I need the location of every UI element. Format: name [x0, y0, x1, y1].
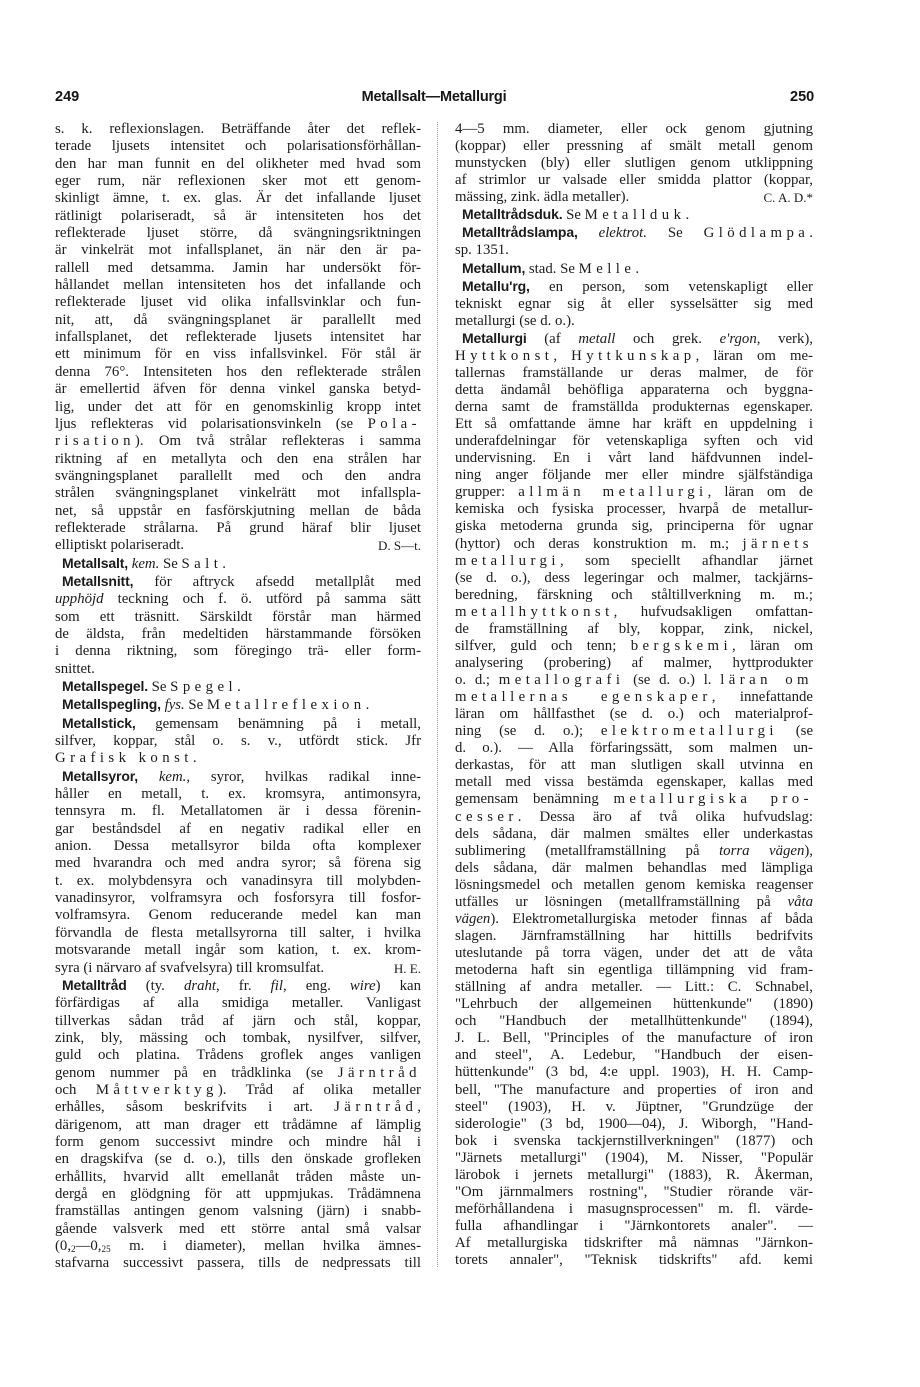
text-run: . [237, 679, 241, 695]
spaced-text: metallografi [498, 672, 625, 688]
text-run: . [222, 555, 226, 572]
text-line: motsvarande metall ingår som kation, t. ex. krom- [55, 942, 421, 959]
text-line: beredning, färskning och ståltillverkning m. m.; [455, 586, 813, 603]
spaced-text: Grafisk konst [55, 750, 193, 767]
text-line: svängningsplanet parallellt med och den andra [55, 467, 421, 484]
text-line [55, 750, 421, 767]
spaced-text: metallurgi [455, 552, 560, 569]
text-run: , [417, 1099, 421, 1116]
entry [455, 121, 813, 206]
text-line [455, 260, 813, 278]
text-line: ett minimum för en viss infallsvinkel. För stål är [55, 346, 421, 363]
italic-text: elektrot. [598, 225, 647, 242]
spaced-text: Glödlampa [703, 225, 810, 242]
text-run: ), [804, 842, 813, 859]
text-run: gemensam benämning på i metall, [135, 715, 421, 732]
text-run: . [809, 225, 813, 242]
headword: Metallspegling, [62, 696, 161, 713]
text-line: giska metoderna grunda sig, principerna för ugnar [455, 518, 813, 535]
text-line [55, 1238, 421, 1255]
text-line: reflekterade ljuset större, då svängningsriktningen [55, 225, 421, 242]
text-line: reflekterade ljuset vid olika infallsvinklar och fun- [55, 294, 421, 311]
text-line: stafvarna successivt passera, tills de nedpressats till [55, 1255, 421, 1272]
text-run: silfver, guld och tenn; [455, 637, 631, 654]
text-run: (af [526, 330, 579, 347]
subscript: 25 [101, 1244, 111, 1255]
text-line: bell, "The manufacture and properties of iron and [455, 1081, 813, 1098]
headword: Metallu'rg, [462, 277, 530, 294]
text-run: . Dessa äro af två olika hufvudslag: [517, 808, 813, 825]
text-line: bok i svenska tackjernstillverkningen" (1877) och [455, 1132, 813, 1149]
entry [455, 224, 813, 259]
text-run: , eng. [282, 977, 350, 994]
left-column [55, 121, 421, 1273]
text-line: underafdelningar för vetenskapliga syften och vid [455, 433, 813, 450]
text-line: hüttenkunde" (3 bd, 4:e uppl. 1903), H. H. Camp- [455, 1064, 813, 1081]
text-line: erhållits, hvarvid allt emellanåt tråden måste un- [55, 1168, 421, 1185]
text-line: anion. Dessa metallsyror bilda ofta komplexer [55, 838, 421, 855]
spaced-text: Metallreflexion [206, 697, 366, 714]
text-run: teckning och f. ö. utförd på samma sätt [103, 591, 421, 608]
text-run: , [553, 347, 572, 364]
headword: Metallum, [462, 259, 526, 276]
text-line: som ett träsnitt. Särskildt förstår man härmed [55, 608, 421, 625]
text-line: sp. 1351. [455, 242, 509, 259]
text-line: "Järnets metallurgi" (1904), M. Nisser, "Populär [455, 1149, 813, 1166]
text-run: ljus reflekteras vid polarisationsvinkeln (se [55, 415, 368, 432]
text-line: silfver, koppar, stål o. s. v., utfördt stick. Jfr [55, 733, 421, 750]
text-line: hållandet mellan intensiteten hos det infallande och [55, 277, 421, 294]
text-line [455, 604, 813, 621]
text-run: o. d.; [455, 672, 499, 688]
italic-text: metall [578, 330, 616, 347]
headword: Metallsyror, [62, 767, 139, 784]
text-line: skinligt ämne, t. ex. glas. Är det infallande ljuset [55, 190, 421, 207]
text-line: analysering (probering) af malmer, hyttprodukter [455, 654, 813, 671]
text-line: rallell med detsamma. Jamin har undersökt för- [55, 259, 421, 276]
spaced-text: Järntråd [337, 1064, 421, 1081]
italic-text: draht [183, 977, 217, 994]
text-line: en dragskifva (se d. o.), tills den önskade grofleken [55, 1151, 421, 1168]
text-line: ning anger följande mer eller mindre själfständiga [455, 467, 813, 484]
page-number-left: 249 [55, 89, 80, 105]
text-run: ). Om två strålar reflekteras i samma [134, 433, 421, 450]
text-run: Se [646, 225, 704, 242]
text-run: ). Tråd af olika metaller [217, 1081, 421, 1098]
text-line [55, 1082, 421, 1099]
text-line: steel" (1903), H. v. Jüptner, "Grundzüge der [455, 1098, 813, 1115]
text-line: J. L. Bell, "Principles of the manufacture of iron [455, 1030, 813, 1047]
text-line: munstycken (bly) eller slutligen genom utklippning [455, 155, 813, 172]
text-line [55, 696, 421, 714]
text-line [455, 484, 813, 501]
text-line: af strimlor ur valsade eller smidda plattor (koppar, [455, 172, 813, 189]
text-run: , innefattande [711, 689, 813, 706]
text-line: i denna riktning, som föregingo trä- eller form- [55, 643, 421, 660]
text-line: (se d. o.), dess legeringar och malmer, tackjärns- [455, 569, 813, 586]
headword: Metallstick, [62, 714, 136, 731]
italic-text: vägen [455, 910, 491, 927]
headword: Metallurgi [462, 329, 527, 346]
entry [55, 768, 421, 977]
text-line: t. ex. molybdensyra och vanadinsyra till molybden- [55, 872, 421, 889]
spaced-text: Hyttkonst [455, 347, 554, 364]
text-run: Se [147, 679, 171, 695]
entry [55, 555, 421, 573]
text-line: snittet. [55, 660, 95, 677]
text-line [455, 723, 813, 740]
text-line: nit, att, då svängningsplanet är parallellt med [55, 311, 421, 328]
spaced-text: risation [55, 433, 135, 450]
text-run: . [635, 260, 640, 277]
headword: Metallspegel. [62, 678, 148, 694]
text-run: gemensam benämning [455, 791, 614, 808]
text-run [138, 769, 159, 785]
text-run: , fr. [216, 977, 271, 994]
text-line: meförhållandena i masugnsprocessen" m. fl. värde- [455, 1200, 813, 1217]
text-line: ställning af andra metaller. — Litt.: C. Schnabel, [455, 979, 813, 996]
text-line: tillverkas sådan tråd af järn och stål, koppar, [55, 1012, 421, 1029]
text-line: kemiska och fysiska processer, hvarpå de metallur- [455, 501, 813, 518]
text-line: siderologie" (3 bd, 1900—04), J. Wiborgh, "Hand- [455, 1115, 813, 1132]
text-line [455, 224, 813, 242]
italic-text: wire [349, 977, 376, 994]
text-run: stad. Se [525, 260, 579, 277]
text-line: s. k. reflexionslagen. Beträffande åter det reflek- [55, 121, 421, 137]
text-line: guld och platina. Trådens groflek anges vanligen [55, 1047, 421, 1064]
text-line: dels sådana, där malmen smältes eller underkastas [455, 825, 813, 842]
text-line: derkastas, för att man slutligen skall utvinna en [455, 757, 813, 774]
headword: Metalltrådslampa, [462, 224, 578, 241]
text-line [55, 715, 421, 733]
author-signature: H. E. [393, 960, 421, 976]
italic-text: kem. [131, 555, 160, 572]
text-line: och "Handbuch der metallhüttenkunde" (1894), [455, 1013, 813, 1030]
text-run: och [55, 1081, 96, 1098]
text-run: ning (se d. o.); [455, 723, 601, 740]
subscript: 2 [71, 1244, 76, 1255]
text-line [55, 433, 421, 450]
text-line [455, 278, 813, 296]
text-run: (se [777, 723, 814, 740]
text-line: metoderna haft sin egentliga tillämpning vid fram- [455, 962, 813, 979]
author-signature: D. S—t. [378, 538, 421, 554]
spaced-text: Hyttkunskap [571, 347, 696, 364]
text-line: gar beståndsdel af en negativ radikal eller en [55, 820, 421, 837]
text-run: (0, [55, 1238, 72, 1254]
text-line: fulla afhandlingar i "Järnkontorets analer". — [455, 1218, 813, 1234]
spaced-text: elektrometallurgi [600, 723, 778, 740]
headword: Metallsalt, [62, 554, 129, 571]
text-line: metallurgi (se d. o.). [455, 312, 575, 329]
text-line [55, 537, 421, 554]
text-line [455, 553, 813, 570]
text-line: Af metallurgiska tidskrifter må nämnas "Järnkon- [455, 1235, 813, 1252]
text-run: och grek. [615, 330, 720, 347]
text-line: and steel", A. Ledebur, "Handbuch der eisen- [455, 1047, 813, 1064]
text-line: tallernas framställande ur deras malmer, de för [455, 364, 813, 381]
text-line: gående valsverk med ett större antal små valsar [55, 1220, 421, 1237]
text-run: mässing, zink. ädla metaller). [455, 189, 630, 206]
text-line: metall med vissa bestämda egenskaper, kallas med [455, 774, 813, 791]
text-line: Ett så omfattande ämne har kräft en uppdelning i [455, 416, 813, 433]
entry [455, 278, 813, 330]
text-run: Se [184, 697, 207, 714]
entry [55, 977, 421, 1273]
text-line [55, 591, 421, 608]
text-line: reflekterade strålarna. På grund häraf blir ljuset [55, 519, 421, 536]
entry [55, 696, 421, 714]
italic-text: fil [270, 977, 283, 994]
right-column [455, 121, 813, 1269]
text-line: är vinkelrät mot infallsplanet, än när den är pa- [55, 242, 421, 259]
text-line: de framställning af bly, koppar, zink, nickel, [455, 620, 813, 637]
text-line [55, 1099, 421, 1116]
text-run: ) kan [375, 977, 421, 994]
text-run: , hufvudsakligen omfattan- [613, 603, 813, 620]
italic-text: torra vägen [719, 842, 805, 859]
text-line [55, 977, 421, 995]
spaced-text: Järntråd [334, 1099, 418, 1116]
spaced-text: Melle [578, 260, 636, 277]
text-line: detta ändamål behöfliga apparaterna och byggna- [455, 381, 813, 398]
entry [55, 573, 421, 678]
text-run: sublimering (metallframställning på [455, 842, 720, 859]
spaced-text: Metallduk [584, 207, 686, 224]
spaced-text: Salt [181, 555, 223, 572]
text-run: (ty. [126, 977, 184, 994]
text-line [455, 689, 813, 706]
text-line: riktning af en metallyta och den ena strålen har [55, 450, 421, 467]
spaced-text: Pola- [367, 415, 421, 432]
text-line: tekniskt egnar sig åt eller sysselsätter sig med [455, 295, 813, 312]
text-line: torets annaler", "Teknisk tidskrifts" afd. kemi [455, 1252, 813, 1269]
text-line: volframsyra. Genom reducerande medel kan man [55, 907, 421, 924]
text-line [455, 911, 813, 928]
italic-text: kem. [158, 768, 187, 785]
spaced-text: Spegel [170, 679, 238, 695]
text-line [55, 960, 421, 977]
text-run: erhålles, såsom beskrifvits i art. [55, 1099, 335, 1116]
text-line [455, 348, 813, 365]
italic-text: upphöjd [55, 591, 104, 608]
text-line [55, 768, 421, 786]
entry [455, 206, 813, 224]
text-line: dergå en glödgning för att uppmjukas. Trådämnena [55, 1185, 421, 1202]
column-divider [437, 122, 438, 1267]
text-run: . [192, 750, 197, 767]
text-run: genom nummer på en trådklinka (se [55, 1064, 338, 1081]
text-line: är emellertid äfven för denna vinkel ganska betyd- [55, 381, 421, 398]
page-number-right: 250 [790, 89, 815, 105]
text-line [55, 1065, 421, 1082]
text-line: dels sådana, där malmen behandlas med lämpliga [455, 859, 813, 876]
text-run: , syror, hvilkas radikal inne- [186, 768, 422, 785]
text-run: för aftryck afsedd metallplåt med [133, 573, 421, 590]
headword: Metalltråd [62, 976, 127, 993]
text-run: , läran om me- [695, 347, 813, 364]
text-line: eger rum, när reflexionen sker mot ett genom- [55, 173, 421, 190]
text-line [455, 206, 813, 224]
text-line: med hvarandra och med andra syror; så förena sig [55, 855, 421, 872]
spaced-text: cesser [455, 808, 518, 825]
spaced-text: järnets [742, 535, 813, 552]
text-line [455, 189, 813, 206]
italic-text: e'rgon [719, 330, 757, 347]
text-run: syra (i närvaro af svafvelsyra) till kromsulfat. [55, 959, 325, 976]
text-run: en person, som vetenskapligt eller [529, 278, 813, 295]
text-run: elliptiskt polariseradt. [55, 537, 185, 554]
text-run: Se [159, 555, 182, 572]
text-line: form genom successivt mindre och mindre hål i [55, 1133, 421, 1150]
text-run: , läran om [732, 637, 813, 654]
text-run: grupper: [455, 484, 519, 501]
running-head: Metallsalt—Metallurgi [361, 89, 507, 105]
entry [455, 330, 813, 1269]
entry [455, 260, 813, 278]
text-line [455, 791, 813, 808]
entry [55, 121, 421, 555]
text-run: ). Elektrometallurgiska metoder finnas af båda [490, 910, 813, 927]
text-line: förfärdigas af alla smidiga metaller. Vanligast [55, 995, 421, 1012]
text-line: net, så uppstår en fasförskjutning mellan de båda [55, 502, 421, 519]
text-line: undervisning. En i vårt land häfdvunnen indel- [455, 450, 813, 467]
text-run: utfälles ur lösningen (metallframställning på [455, 893, 788, 910]
text-line: 4—5 mm. diameter, eller ock genom gjutning [455, 121, 813, 137]
text-line [55, 573, 421, 591]
text-line: lig, under det att för en genomskinlig kropp intet [55, 398, 421, 415]
text-line: derna samt de framställda produkternas egenskaper. [455, 399, 813, 415]
text-line: "Om järnmalmers rostning", "Studier rörande vär- [455, 1183, 813, 1200]
text-line [55, 678, 421, 696]
spaced-text: Måttverktyg [95, 1081, 218, 1098]
text-line: "Lehrbuch der allgemeinen hüttenkunde" (1890) [455, 996, 813, 1013]
text-line [455, 536, 813, 553]
text-line: d. o.). — Alla förfaringssätt, som malmen un- [455, 740, 813, 757]
text-line: håller en metall, t. ex. kromsyra, antimonsyra, [55, 786, 421, 803]
text-line: slagen. Järnframställning har hittills bedrifvits [455, 927, 813, 944]
text-line [55, 555, 421, 573]
text-run: , läran om de [707, 484, 813, 501]
text-run: . [365, 697, 370, 714]
text-run: . [685, 207, 690, 224]
text-line: zink, bly, mässing och tombak, nysilfver, silfver, [55, 1029, 421, 1046]
text-line: lärobok i jernets metallurgi" (1883), R. Åkerman, [455, 1166, 813, 1183]
text-run: m. i diameter), mellan hvilka ämnes- [110, 1238, 421, 1254]
text-line [55, 416, 421, 433]
text-run: (hyttor) och deras konstruktion m. m.; [455, 535, 743, 552]
text-run: , som speciellt afhandlar järnet [559, 552, 813, 569]
italic-text: våta [787, 893, 813, 910]
author-signature: C. A. D.* [763, 190, 813, 206]
spaced-text: bergskemi [630, 637, 733, 654]
text-line [455, 894, 813, 911]
text-line [455, 638, 813, 655]
text-line: denna 76°. Intensiteten hos den reflekterade strålen [55, 363, 421, 380]
text-line: infallsplanet, det reflekterade ljusets intensitet har [55, 329, 421, 346]
spaced-text: metallernas egenskaper [455, 689, 712, 706]
spaced-text: läran om [720, 672, 813, 688]
text-line: lösningsmedel och metallen genom kemiska reagenser [455, 876, 813, 893]
text-line: rätlinigt polariseradt, så är intensiteten hos det [55, 207, 421, 224]
text-line [455, 809, 813, 826]
text-line: terade ljusets intensitet och polarisationsförhållan- [55, 138, 421, 155]
text-line: därigenom, att man drager ett trådämne af lämplig [55, 1116, 421, 1133]
spaced-text: metallurgiska pro- [613, 791, 813, 808]
text-line: tennsyra m. fl. Metallatomen är i dessa förenin- [55, 803, 421, 820]
text-line: strålen svängningsplanet vinkelrätt mot infallspla- [55, 485, 421, 502]
text-run: (se d. o.) l. [624, 672, 721, 688]
text-line: förvandla de flesta metallsyrorna till salter, i hvilka [55, 924, 421, 941]
text-line: läran om hållfasthet (se d. o.) och materialprof- [455, 706, 813, 723]
text-line: uteslutande på torra vägen, under det att de våta [455, 945, 813, 961]
text-line [455, 843, 813, 860]
text-line: framställas antingen genom valsning (järn) i snabb- [55, 1203, 421, 1220]
text-run: Se [562, 207, 585, 224]
headword: Metalltrådsduk. [462, 206, 563, 223]
spaced-text: allmän metallurgi [518, 484, 708, 501]
text-run: , verk), [756, 330, 813, 347]
text-run: —0, [75, 1238, 102, 1254]
text-line: (koppar) eller pressning af smält metall genom [455, 138, 813, 155]
text-line [455, 330, 813, 348]
italic-text: fys. [164, 697, 185, 714]
text-line: vanadinsyror, volframsyra och fosforsyra till fosfor- [55, 890, 421, 907]
entry [55, 678, 421, 696]
entry [55, 715, 421, 768]
text-run [578, 225, 599, 241]
spaced-text: metallhyttkonst [455, 603, 614, 620]
text-line [455, 672, 813, 689]
text-line: de äldsta, från medeltiden härstammande försöken [55, 625, 421, 642]
text-line: den har man funnit en del olikheter med hvad som [55, 155, 421, 172]
headword: Metallsnitt, [62, 572, 134, 589]
